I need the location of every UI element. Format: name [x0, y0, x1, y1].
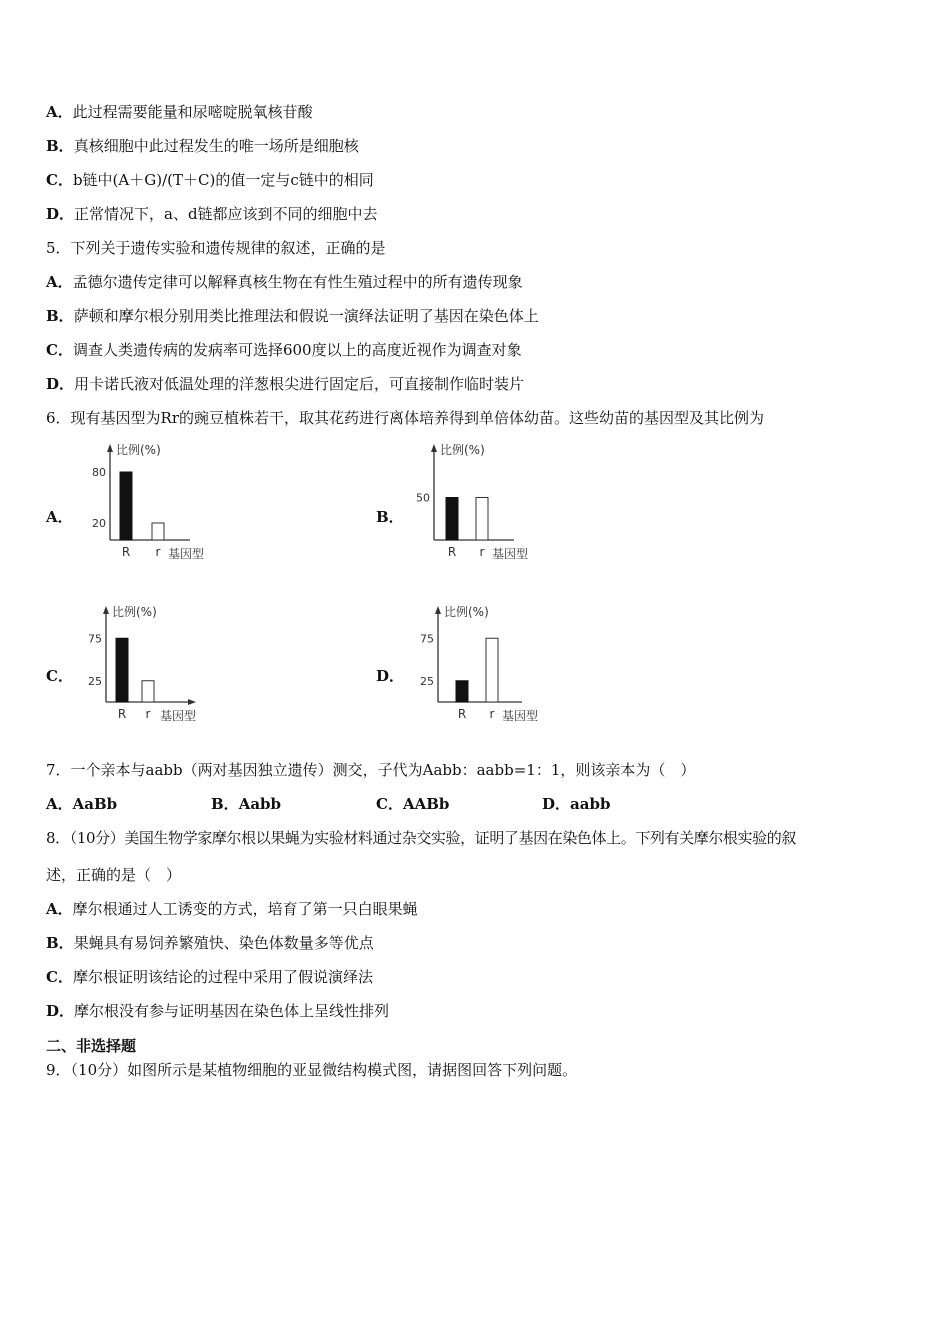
- x-cat-r-recessive: r: [489, 707, 495, 721]
- x-axis-label: 基因型: [160, 709, 197, 723]
- q7-option-d: D．aabb: [542, 795, 611, 813]
- bar-r-dominant: [456, 681, 468, 702]
- q8-option-b: B．果蝇具有易饲养繁殖快、染色体数量多等优点: [46, 934, 374, 952]
- q7-option-a: A．AaBb: [46, 795, 118, 813]
- chart-d: [410, 600, 560, 730]
- q5-option-d: D．用卡诺氏液对低温处理的洋葱根尖进行固定后，可直接制作临时装片: [46, 375, 525, 393]
- q8-stem-line2: 述，正确的是（ ）: [46, 866, 182, 884]
- y-tick-2: 20: [92, 517, 106, 530]
- bar-r-recessive: [142, 681, 154, 702]
- x-cat-r-dominant: R: [117, 707, 127, 721]
- y-tick-1: 50: [416, 491, 430, 505]
- bar-r-recessive: [476, 498, 488, 541]
- q5-stem: 5．下列关于遗传实验和遗传规律的叙述，正确的是: [46, 239, 386, 257]
- q8-stem-line1: 8．（10分）美国生物学家摩尔根以果蝇为实验材料通过杂交实验，证明了基因在染色体上。下列有关摩尔根实验的叙: [46, 829, 796, 847]
- bar-r-dominant: [116, 638, 128, 702]
- q5-option-c: C．调查人类遗传病的发病率可选择600度以上的高度近视作为调查对象: [46, 341, 522, 359]
- chart-a: [82, 438, 232, 568]
- x-axis-arrow: [188, 699, 196, 705]
- q8-option-a: A．摩尔根通过人工诱变的方式，培育了第一只白眼果蝇: [46, 900, 418, 918]
- q4-option-a: A．此过程需要能量和尿嘧啶脱氧核苷酸: [46, 103, 313, 121]
- q7-option-b: B．Aabb: [211, 795, 282, 813]
- x-axis-label: 基因型: [168, 547, 205, 561]
- q9-stem: 9．（10分）如图所示是某植物细胞的亚显微结构模式图，请据图回答下列问题。: [46, 1061, 578, 1079]
- y-tick-1: 80: [92, 466, 106, 479]
- y-axis-label: 比例(%): [444, 605, 489, 619]
- q8-option-d: D．摩尔根没有参与证明基因在染色体上呈线性排列: [46, 1002, 390, 1020]
- y-axis-label: 比例(%): [112, 605, 157, 619]
- bar-r-dominant: [446, 498, 458, 541]
- q5-option-b: B．萨顿和摩尔根分别用类比推理法和假说一演绎法证明了基因在染色体上: [46, 307, 539, 325]
- y-axis-arrow: [431, 444, 437, 452]
- x-cat-r-dominant: R: [447, 545, 457, 559]
- x-axis-label: 基因型: [502, 709, 539, 723]
- chart-b: [406, 438, 556, 568]
- x-axis-label: 基因型: [492, 547, 529, 561]
- q6-stem: 6．现有基因型为Rr的豌豆植株若干，取其花药进行离体培养得到单倍体幼苗。这些幼苗的基因型及其比例为: [46, 409, 765, 427]
- q6-option-a-label: A．: [46, 508, 73, 526]
- bar-r-recessive: [486, 638, 498, 702]
- bar-r-recessive: [152, 523, 164, 540]
- bar-r-dominant: [120, 472, 132, 540]
- x-cat-r-recessive: r: [479, 545, 485, 559]
- y-axis-arrow: [107, 444, 113, 452]
- y-axis-arrow: [435, 606, 441, 614]
- y-tick-1: 75: [420, 632, 434, 646]
- y-axis-label: 比例(%): [440, 443, 485, 457]
- q6-option-c-label: C．: [46, 667, 73, 685]
- q7-options: [46, 794, 746, 814]
- y-tick-1: 75: [88, 632, 102, 646]
- x-cat-r-dominant: R: [457, 707, 467, 721]
- chart-c: [78, 600, 228, 730]
- y-tick-2: 25: [420, 674, 434, 688]
- q4-option-b: B．真核细胞中此过程发生的唯一场所是细胞核: [46, 137, 359, 155]
- q4-option-c: C．b链中(A＋G)/(T＋C)的值一定与c链中的相同: [46, 171, 374, 189]
- q4-option-d: D．正常情况下，a、d链都应该到不同的细胞中去: [46, 205, 378, 223]
- q5-option-a: A．孟德尔遗传定律可以解释真核生物在有性生殖过程中的所有遗传现象: [46, 273, 523, 291]
- section-heading: 二、非选择题: [46, 1037, 137, 1055]
- q6-option-b-label: B．: [376, 508, 404, 526]
- x-cat-r-recessive: r: [155, 545, 161, 559]
- q7-stem: 7．一个亲本与aabb（两对基因独立遗传）测交，子代为Aabb：aabb=1：1，则该亲本为（ ）: [46, 761, 696, 779]
- x-cat-r-recessive: r: [145, 707, 151, 721]
- y-axis-label: 比例(%): [116, 443, 161, 457]
- x-cat-r-dominant: R: [121, 545, 131, 559]
- q8-option-c: C．摩尔根证明该结论的过程中采用了假说演绎法: [46, 968, 373, 986]
- q6-option-d-label: D．: [376, 667, 405, 685]
- y-axis-arrow: [103, 606, 109, 614]
- y-tick-2: 25: [88, 674, 102, 688]
- q7-option-c: C．AABb: [376, 795, 450, 813]
